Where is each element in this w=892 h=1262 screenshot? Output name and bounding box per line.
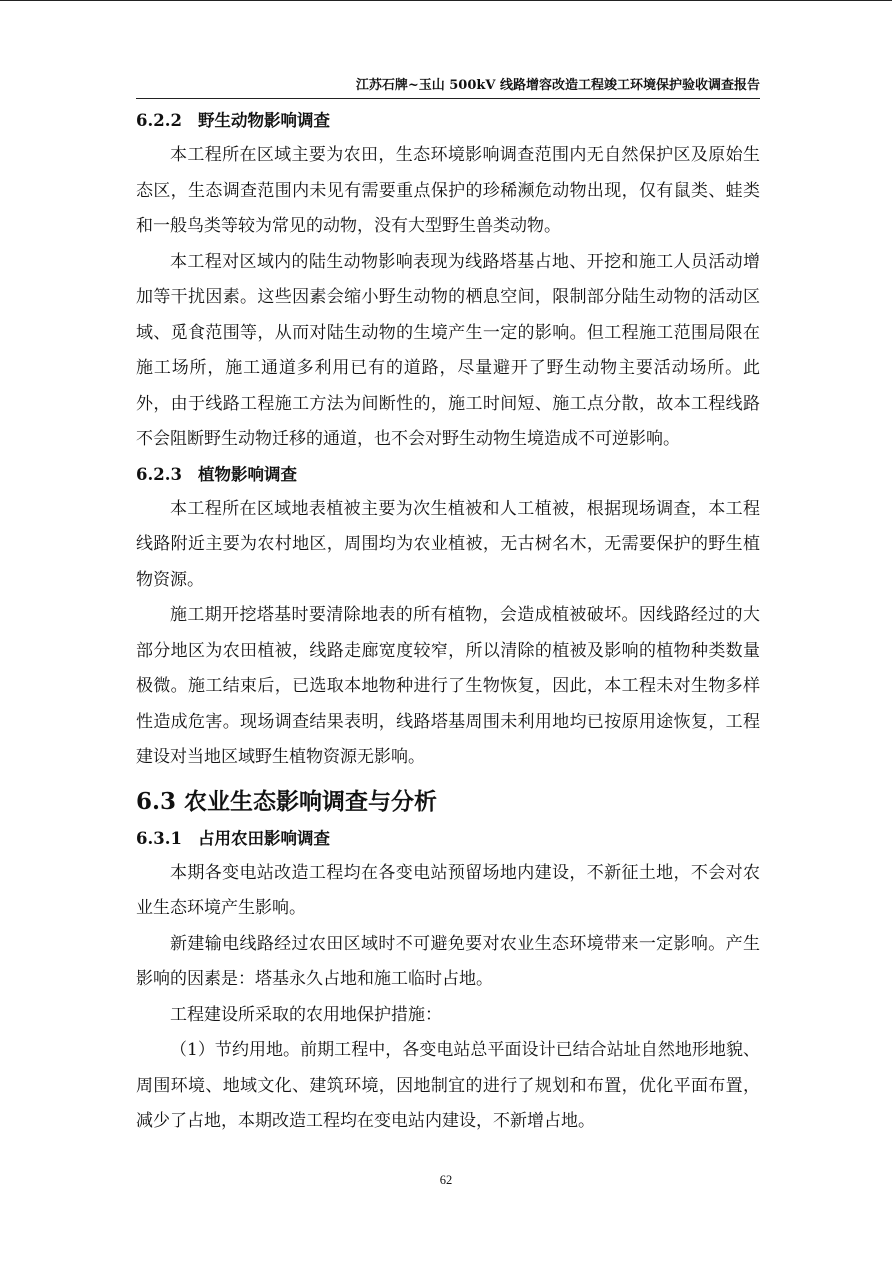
section-heading-6-3 bbox=[136, 780, 760, 822]
section-number: 6.2.3 bbox=[136, 464, 182, 484]
section-title: 野生动物影响调查 bbox=[198, 111, 330, 130]
section-number: 6.3 bbox=[136, 787, 177, 815]
section-title: 植物影响调查 bbox=[198, 464, 297, 484]
section-number: 6.3.1 bbox=[136, 828, 182, 848]
section-heading-6-2-2 bbox=[136, 104, 760, 138]
running-header: 江苏石牌~玉山 500kV 线路增容改造工程竣工环境保护验收调查报告 bbox=[355, 78, 760, 93]
paragraph: 工程建设所采取的农用地保护措施： bbox=[170, 1004, 442, 1025]
section-heading-6-3-1 bbox=[136, 822, 760, 856]
paragraph: （1）节约用地。前期工程中，各变电站总平面设计已结合站址自然地形地貌、周围环境、地域文化、建筑环境，因地制宜的进行了规划和布置，优化平面布置，减少了占地，本期改造工程均在变电站内建设，不新增占地。 bbox=[136, 1040, 760, 1131]
section-title: 农业生态影响调查与分析 bbox=[184, 787, 438, 815]
paragraph: 新建输电线路经过农田区域时不可避免要对农业生态环境带来一定影响。产生影响的因素是：塔基永久占地和施工临时占地。 bbox=[136, 933, 760, 989]
paragraph: 本工程所在区域主要为农田，生态环境影响调查范围内无自然保护区及原始生态区，生态调查范围内未见有需要重点保护的珍稀濒危动物出现，仅有鼠类、蛙类和一般鸟类等较为常见的动物，没有大型野生兽类动物。 bbox=[136, 145, 760, 236]
paragraph: 本工程对区域内的陆生动物影响表现为线路塔基占地、开挖和施工人员活动增加等干扰因素。这些因素会缩小野生动物的栖息空间，限制部分陆生动物的活动区域、觅食范围等，从而对陆生动物的生境产生一定的影响。但工程施工范围局限在施工场所，施工通道多利用已有的道路，尽量避开了野生动物主要活动场所。此外，由于线路工程施工方法为间断性的，施工时间短、施工点分散，故本工程线路不会阻断野生动物迁移的通道，也不会对野生动物生境造成不可逆影响。 bbox=[136, 251, 760, 449]
paragraph: 本期各变电站改造工程均在各变电站预留场地内建设，不新征土地，不会对农业生态环境产生影响。 bbox=[136, 862, 760, 918]
paragraph: 施工期开挖塔基时要清除地表的所有植物，会造成植被破坏。因线路经过的大部分地区为农田植被，线路走廊宽度较窄，所以清除的植被及影响的植物种类数量极微。施工结束后，已选取本地物种进行了生物恢复，因此，本工程未对生物多样性造成危害。现场调查结果表明，线路塔基周围未利用地均已按原用途恢复，工程建设对当地区域野生植物资源无影响。 bbox=[136, 605, 760, 767]
page-top-border bbox=[0, 0, 892, 1]
paragraph: 本工程所在区域地表植被主要为次生植被和人工植被，根据现场调查，本工程线路附近主要为农村地区，周围均为农业植被，无古树名木，无需要保护的野生植物资源。 bbox=[136, 498, 760, 590]
section-heading-6-2-3 bbox=[136, 458, 760, 492]
page-body bbox=[136, 104, 760, 1140]
header-rule bbox=[136, 98, 760, 99]
section-title: 占用农田影响调查 bbox=[198, 828, 330, 848]
page-number: 62 bbox=[439, 1173, 453, 1187]
section-number: 6.2.2 bbox=[136, 111, 182, 130]
